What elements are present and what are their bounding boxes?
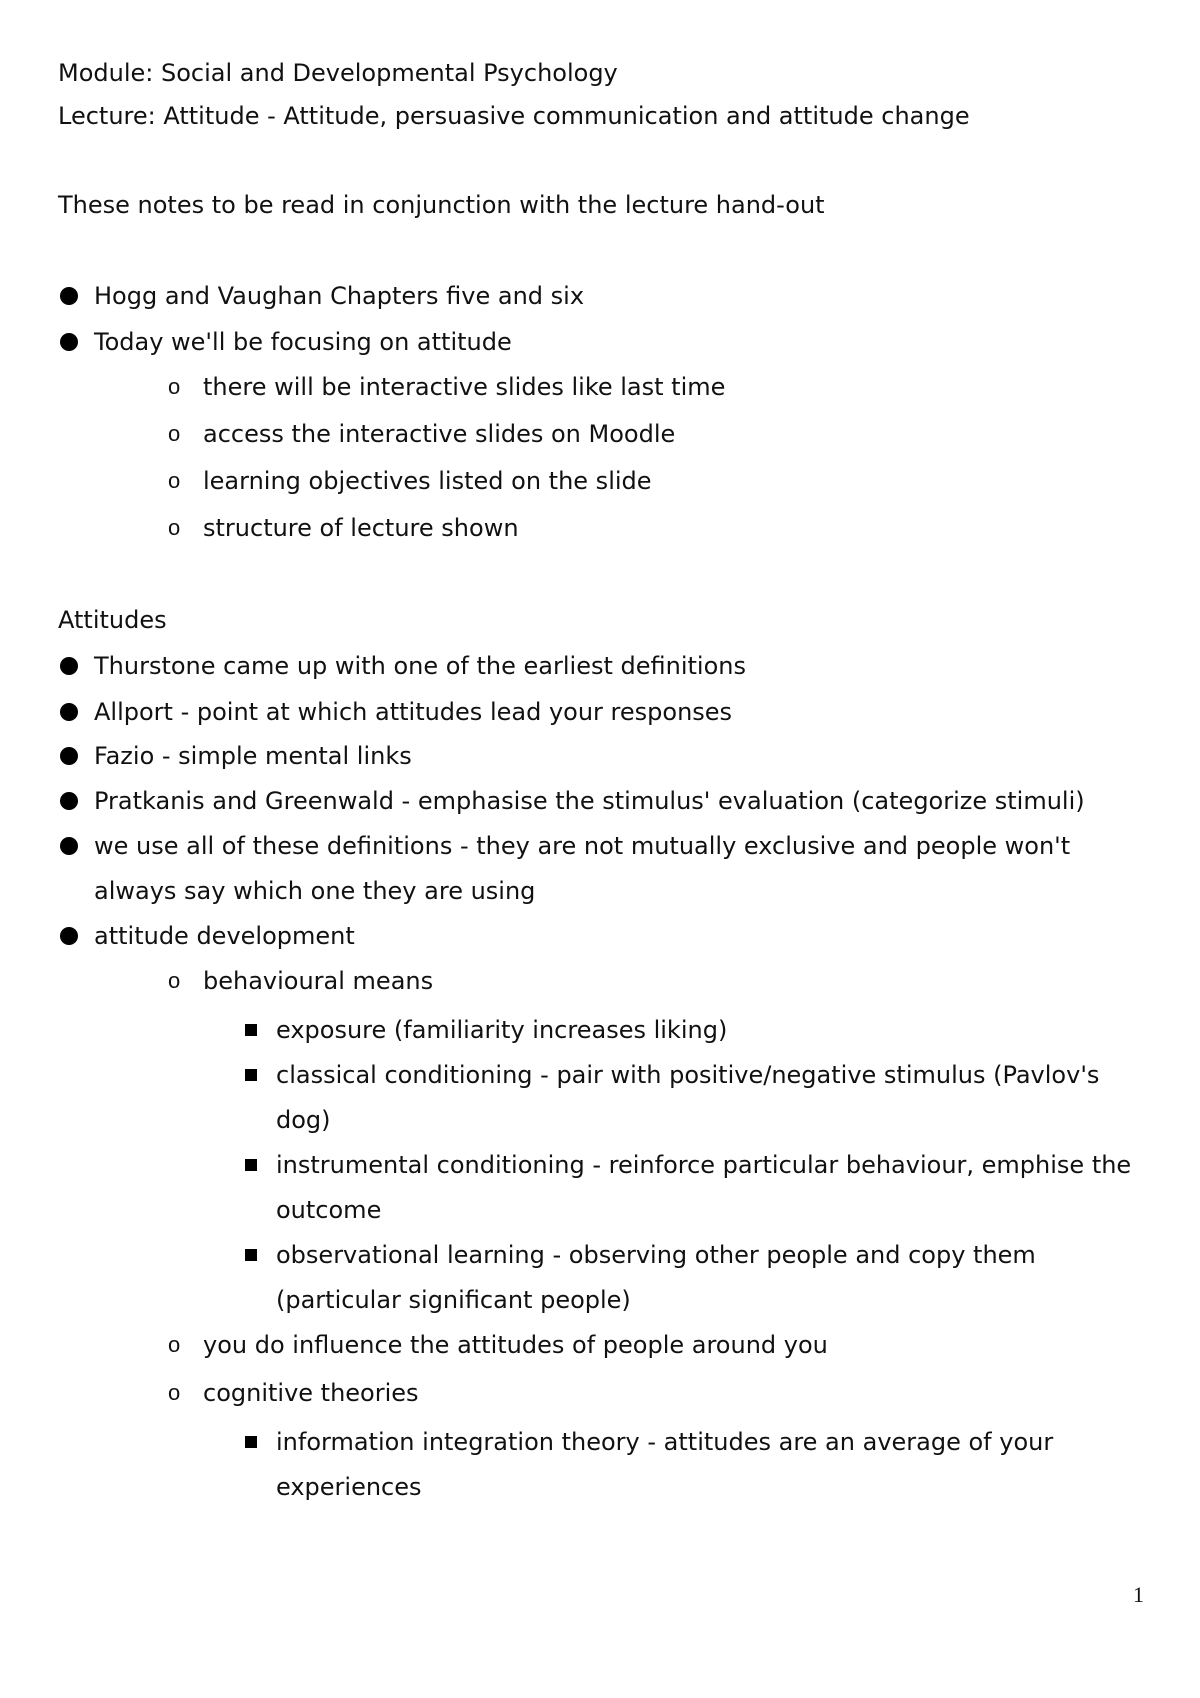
sub-item: learning objectives listed on the slide (203, 467, 652, 495)
module-title: Module: Social and Developmental Psychology (58, 59, 618, 87)
sub-sub-item-continuation: dog) (276, 1106, 331, 1134)
sub-item: there will be interactive slides like last time (203, 373, 726, 401)
list-item: Today we'll be focusing on attitude (94, 328, 512, 356)
sub-sub-item-continuation: outcome (276, 1196, 382, 1224)
sub-item: access the interactive slides on Moodle (203, 420, 676, 448)
bullet-dot (60, 927, 78, 945)
circle-bullet-icon: o (168, 1380, 181, 1405)
sub-sub-item: observational learning - observing other people and copy them (276, 1241, 1036, 1269)
sub-item: cognitive theories (203, 1379, 419, 1407)
bullet-dot (60, 792, 78, 810)
section-heading: Attitudes (58, 606, 167, 634)
circle-bullet-icon: o (168, 374, 181, 399)
list-item: we use all of these definitions - they are not mutually exclusive and people won't (94, 832, 1071, 860)
intro-note: These notes to be read in conjunction with the lecture hand-out (58, 191, 825, 219)
sub-sub-item: information integration theory - attitudes are an average of your (276, 1428, 1054, 1456)
circle-bullet-icon: o (168, 1332, 181, 1357)
sub-item: you do influence the attitudes of people around you (203, 1331, 828, 1359)
list-item-continuation: always say which one they are using (94, 877, 536, 905)
sub-item: structure of lecture shown (203, 514, 519, 542)
list-item: Pratkanis and Greenwald - emphasise the stimulus' evaluation (categorize stimuli) (94, 787, 1085, 815)
list-item: Fazio - simple mental links (94, 742, 412, 770)
list-item: Thurstone came up with one of the earliest definitions (94, 652, 746, 680)
bullet-dot (60, 837, 78, 855)
square-bullet-icon (245, 1069, 257, 1081)
circle-bullet-icon: o (168, 968, 181, 993)
sub-sub-item-continuation: experiences (276, 1473, 422, 1501)
circle-bullet-icon: o (168, 515, 181, 540)
list-item: Allport - point at which attitudes lead your responses (94, 698, 733, 726)
page-number: 1 (1133, 1582, 1144, 1607)
circle-bullet-icon: o (168, 421, 181, 446)
bullet-dot (60, 657, 78, 675)
sub-sub-item: instrumental conditioning - reinforce particular behaviour, emphise the (276, 1151, 1132, 1179)
list-item: Hogg and Vaughan Chapters five and six (94, 282, 585, 310)
sub-sub-item: exposure (familiarity increases liking) (276, 1016, 728, 1044)
bullet-dot (60, 747, 78, 765)
circle-bullet-icon: o (168, 468, 181, 493)
square-bullet-icon (245, 1159, 257, 1171)
sub-item: behavioural means (203, 967, 434, 995)
square-bullet-icon (245, 1024, 257, 1036)
bullet-dot (60, 333, 78, 351)
bullet-dot (60, 703, 78, 721)
lecture-title: Lecture: Attitude - Attitude, persuasive communication and attitude change (58, 102, 970, 130)
sub-sub-item-continuation: (particular significant people) (276, 1286, 631, 1314)
bullet-dot (60, 287, 78, 305)
list-item: attitude development (94, 922, 355, 950)
sub-sub-item: classical conditioning - pair with positive/negative stimulus (Pavlov's (276, 1061, 1100, 1089)
square-bullet-icon (245, 1436, 257, 1448)
square-bullet-icon (245, 1249, 257, 1261)
